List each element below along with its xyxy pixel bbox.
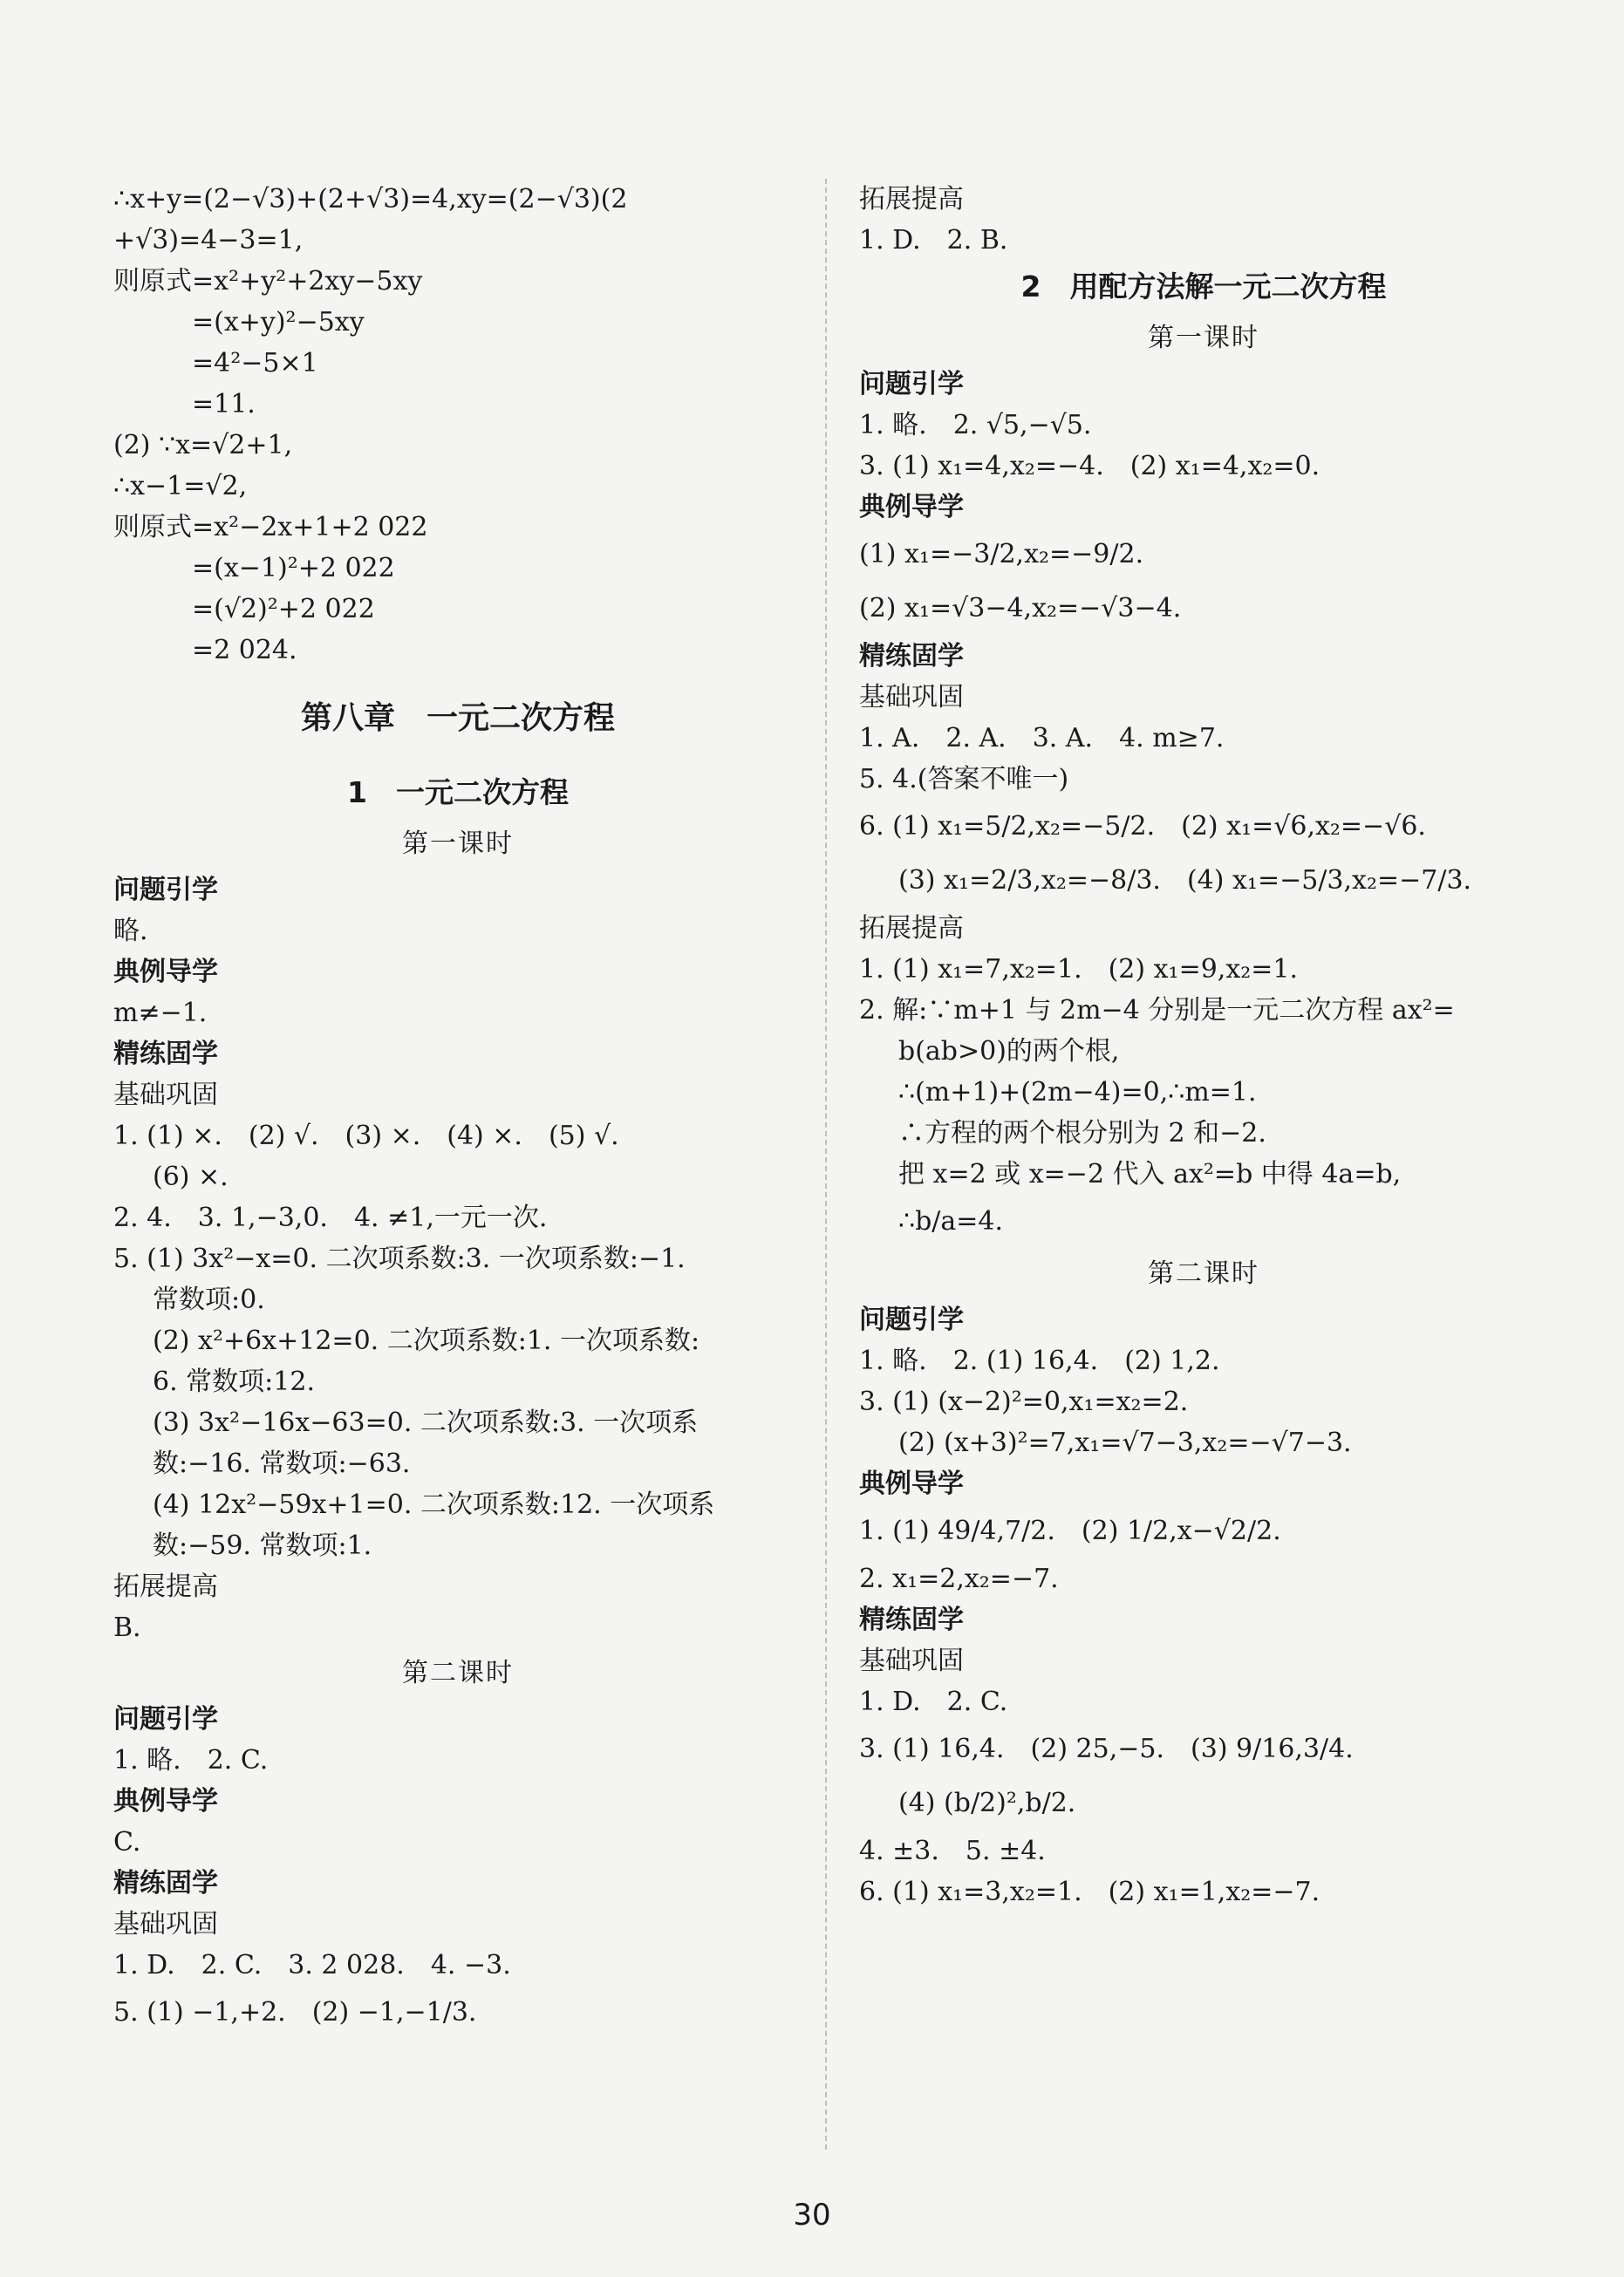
subheading: 基础巩固 (113, 1909, 218, 1940)
text-line: 1. 略. 2. √5,−√5. (859, 410, 1092, 440)
text-line: (4) 12x²−59x+1=0. 二次项系数:12. 一次项系 (153, 1490, 715, 1520)
text-line: 1. A. 2. A. 3. A. 4. m≥7. (859, 723, 1225, 753)
text-line: ∴x+y=(2−√3)+(2+√3)=4,xy=(2−√3)(2 (113, 184, 628, 215)
text-line: 5. (1) 3x²−x=0. 二次项系数:3. 一次项系数:−1. (113, 1244, 686, 1274)
subsection-heading: 典例导学 (859, 492, 964, 522)
subheading: 基础巩固 (113, 1080, 218, 1110)
text-line: 数:−59. 常数项:1. (153, 1530, 372, 1561)
text-line: 则原式=x²+y²+2xy−5xy (113, 266, 423, 297)
subsection-heading: 精练固学 (113, 1039, 218, 1069)
text-line: 数:−16. 常数项:−63. (153, 1449, 411, 1479)
text-line: 6. 常数项:12. (153, 1367, 315, 1397)
text-line: ∴x−1=√2, (113, 471, 248, 501)
text-line: 1. D. 2. B. (859, 225, 1008, 256)
section-title: 1 一元二次方程 (347, 775, 569, 809)
text-line: 则原式=x²−2x+1+2 022 (113, 512, 428, 542)
text-line: 1. D. 2. C. (859, 1687, 1008, 1717)
page-number: 30 (793, 2198, 831, 2233)
text-line: C. (113, 1827, 141, 1858)
subheading: 基础巩固 (859, 682, 964, 712)
right-column (859, 179, 1548, 1912)
text-line: =4²−5×1 (192, 348, 318, 378)
subsection-heading: 典例导学 (859, 1469, 964, 1499)
subheading: 拓展提高 (859, 913, 964, 944)
text-line: (2) ∵x=√2+1, (113, 430, 293, 460)
text-line: (3) 3x²−16x−63=0. 二次项系数:3. 一次项系 (153, 1408, 699, 1438)
subsection-heading: 典例导学 (113, 1786, 218, 1817)
text-line: 5. (1) −1,+2. (2) −1,−1/3. (113, 1997, 477, 2028)
column-divider (825, 179, 827, 2150)
text-line: 6. (1) x₁=5/2,x₂=−5/2. (2) x₁=√6,x₂=−√6. (859, 811, 1426, 842)
subheading: 拓展提高 (859, 184, 964, 215)
subsection-heading: 问题引学 (113, 1704, 218, 1735)
subsection-heading: 典例导学 (113, 957, 218, 987)
subsection-heading: 问题引学 (113, 875, 218, 905)
text-line: (4) (b/2)²,b/2. (898, 1788, 1076, 1818)
subsection-heading: 问题引学 (859, 369, 964, 399)
section-title: 2 用配方法解一元二次方程 (1020, 269, 1387, 303)
text-line: 2. 解:∵m+1 与 2m−4 分别是一元二次方程 ax²= (859, 995, 1455, 1026)
text-line: =(x−1)²+2 022 (192, 553, 395, 583)
text-line: =(√2)²+2 022 (192, 594, 375, 624)
subheading: 基础巩固 (859, 1646, 964, 1676)
text-line: 3. (1) x₁=4,x₂=−4. (2) x₁=4,x₂=0. (859, 451, 1320, 481)
lesson-title: 第一课时 (1148, 323, 1259, 353)
lesson-title: 第二课时 (402, 1658, 514, 1688)
text-line: B. (113, 1612, 141, 1643)
text-line: 1. (1) x₁=7,x₂=1. (2) x₁=9,x₂=1. (859, 954, 1299, 985)
text-line: 3. (1) 16,4. (2) 25,−5. (3) 9/16,3/4. (859, 1734, 1354, 1764)
text-line: =2 024. (192, 635, 297, 665)
text-line: 1. 略. 2. (1) 16,4. (2) 1,2. (859, 1346, 1220, 1376)
text-line: 1. D. 2. C. 3. 2 028. 4. −3. (113, 1950, 511, 1980)
text-line: 1. 略. 2. C. (113, 1745, 269, 1776)
text-line: 5. 4.(答案不唯一) (859, 764, 1069, 794)
text-line: =(x+y)²−5xy (192, 307, 365, 337)
chapter-title: 第八章 一元二次方程 (300, 700, 615, 736)
text-line: (2) x²+6x+12=0. 二次项系数:1. 一次项系数: (153, 1326, 700, 1356)
text-line: (2) (x+3)²=7,x₁=√7−3,x₂=−√7−3. (898, 1428, 1352, 1458)
subheading: 拓展提高 (113, 1571, 218, 1602)
text-line: 6. (1) x₁=3,x₂=1. (2) x₁=1,x₂=−7. (859, 1877, 1320, 1907)
text-line: 把 x=2 或 x=−2 代入 ax²=b 中得 4a=b, (898, 1159, 1402, 1190)
text-line: ∴b/a=4. (898, 1206, 1004, 1237)
text-line: (1) x₁=−3/2,x₂=−9/2. (859, 539, 1144, 569)
text-line: 1. (1) 49/4,7/2. (2) 1/2,x−√2/2. (859, 1516, 1281, 1546)
text-line: 1. (1) ×. (2) √. (3) ×. (4) ×. (5) √. (113, 1121, 619, 1151)
subsection-heading: 问题引学 (859, 1305, 964, 1335)
text-line: b(ab>0)的两个根, (898, 1036, 1120, 1067)
text-line: 略. (113, 916, 148, 946)
text-line: 2. 4. 3. 1,−3,0. 4. ≠1,一元一次. (113, 1203, 548, 1233)
text-line: =11. (192, 389, 256, 419)
text-line: ∴方程的两个根分别为 2 和−2. (898, 1118, 1266, 1149)
left-column (113, 179, 802, 2040)
text-line: (3) x₁=2/3,x₂=−8/3. (4) x₁=−5/3,x₂=−7/3. (898, 865, 1472, 896)
lesson-title: 第一课时 (402, 828, 514, 859)
text-line: m≠−1. (113, 998, 208, 1028)
text-line: +√3)=4−3=1, (113, 225, 304, 256)
text-line: 4. ±3. 5. ±4. (859, 1836, 1046, 1866)
subsection-heading: 精练固学 (859, 1605, 964, 1635)
lesson-title: 第二课时 (1148, 1258, 1259, 1289)
text-line: (2) x₁=√3−4,x₂=−√3−4. (859, 593, 1182, 624)
text-line: 常数项:0. (153, 1285, 265, 1315)
text-line: (6) ×. (153, 1162, 229, 1192)
text-line: 2. x₁=2,x₂=−7. (859, 1564, 1059, 1594)
text-line: 3. (1) (x−2)²=0,x₁=x₂=2. (859, 1387, 1189, 1417)
text-line: ∴(m+1)+(2m−4)=0,∴m=1. (898, 1077, 1257, 1108)
subsection-heading: 精练固学 (859, 641, 964, 672)
subsection-heading: 精练固学 (113, 1868, 218, 1899)
